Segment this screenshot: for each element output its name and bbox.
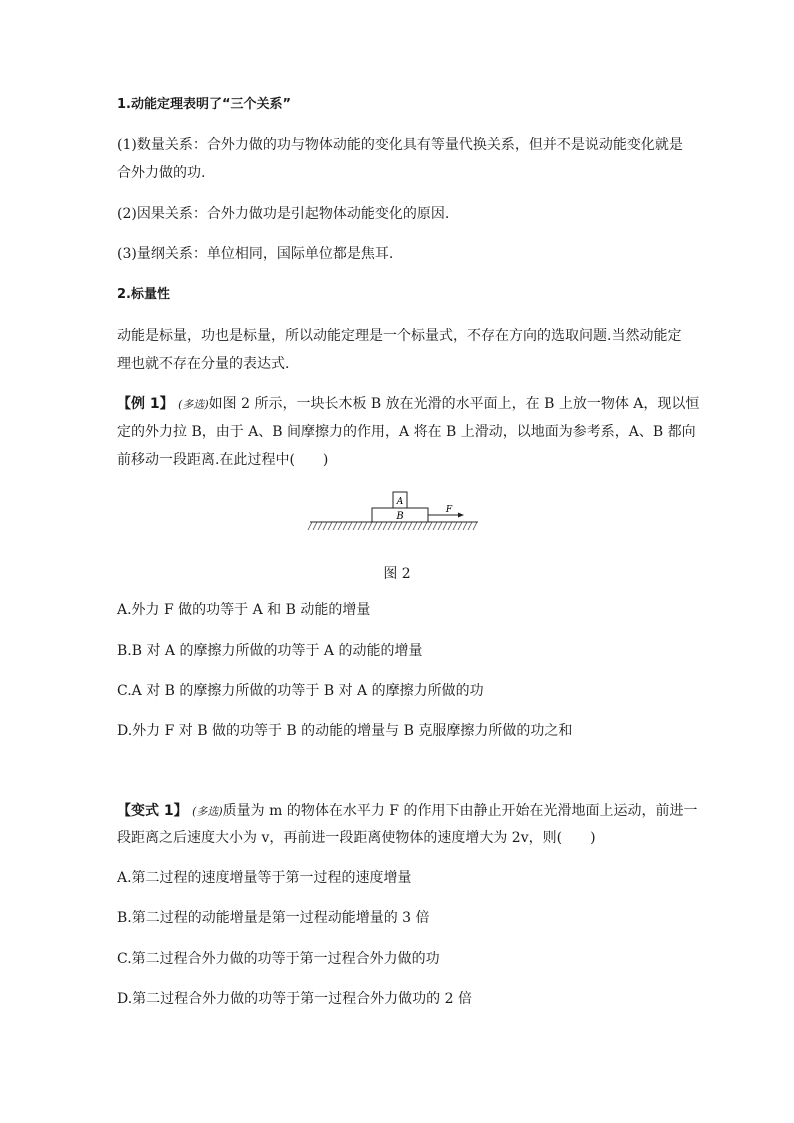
section-2-line-2: 理也就不存在分量的表达式. xyxy=(117,356,290,372)
example-1-line-3: 前移动一段距离.在此过程中( ) xyxy=(117,452,329,468)
block-b-label: B xyxy=(396,511,404,522)
ground-hatching xyxy=(308,522,477,530)
example-1-line-1 xyxy=(117,395,699,414)
block-a-label: A xyxy=(396,497,404,507)
force-arrowhead xyxy=(458,513,464,518)
example-1-option-a: A.外力 F 做的功等于 A 和 B 动能的增量 xyxy=(117,602,371,618)
section-2-line-1: 动能是标量，功也是标量，所以动能定理是一个标量式，不存在方向的选取问题.当然动能定 xyxy=(117,328,682,344)
variant-1-option-a: A.第二过程的速度增量等于第一过程的速度增量 xyxy=(117,870,412,886)
variant-1-option-d: D.第二过程合外力做的功等于第一过程合外力做功的 2 倍 xyxy=(117,991,472,1007)
section-1-item-2: (2)因果关系：合外力做功是引起物体动能变化的原因. xyxy=(117,206,450,222)
example-1-option-d: D.外力 F 对 B 做的功等于 B 的动能的增量与 B 克服摩擦力所做的功之和 xyxy=(117,723,573,739)
variant-1-note: (多选) xyxy=(192,805,223,818)
example-1-option-c: C.A 对 B 的摩擦力所做的功等于 B 对 A 的摩擦力所做的功 xyxy=(117,683,484,699)
section-2-heading: 2.标量性 xyxy=(117,287,170,302)
example-1-note: (多选) xyxy=(178,398,209,411)
example-1-line-2: 定的外力拉 B，由于 A、B 间摩擦力的作用，A 将在 B 上滑动，以地面为参考系，A、B 都向 xyxy=(117,424,696,440)
variant-1-tag: 【变式 1】 xyxy=(117,803,188,819)
variant-1-line-2: 段距离之后速度大小为 v，再前进一段距离使物体的速度增大为 2v，则( ) xyxy=(117,830,596,846)
section-1-item-3: (3)量纲关系：单位相同，国际单位都是焦耳. xyxy=(117,246,394,262)
variant-1-option-c: C.第二过程合外力做的功等于第一过程合外力做的功 xyxy=(117,951,440,967)
variant-1-text-1: 质量为 m 的物体在水平力 F 的作用下由静止开始在光滑地面上运动，前进一 xyxy=(222,803,698,819)
figure-caption: 图 2 xyxy=(383,566,411,582)
section-1-item-1-line-1: (1)数量关系：合外力做的功与物体动能的变化具有等量代换关系，但并不是说动能变化就是 xyxy=(117,137,683,153)
section-1-item-1-line-2: 合外力做的功. xyxy=(117,165,206,181)
example-1-tag: 【例 1】 xyxy=(117,396,174,412)
figure-2-diagram xyxy=(306,488,486,538)
force-label: F xyxy=(445,505,453,515)
section-1-heading: 1.动能定理表明了“三个关系” xyxy=(117,97,292,112)
example-1-text-1: 如图 2 所示，一块长木板 B 放在光滑的水平面上，在 B 上放一物体 A，现以恒 xyxy=(208,396,700,412)
variant-1-line-1 xyxy=(117,802,697,821)
variant-1-option-b: B.第二过程的动能增量是第一过程动能增量的 3 倍 xyxy=(117,910,430,926)
example-1-option-b: B.B 对 A 的摩擦力所做的功等于 A 的动能的增量 xyxy=(117,643,423,659)
